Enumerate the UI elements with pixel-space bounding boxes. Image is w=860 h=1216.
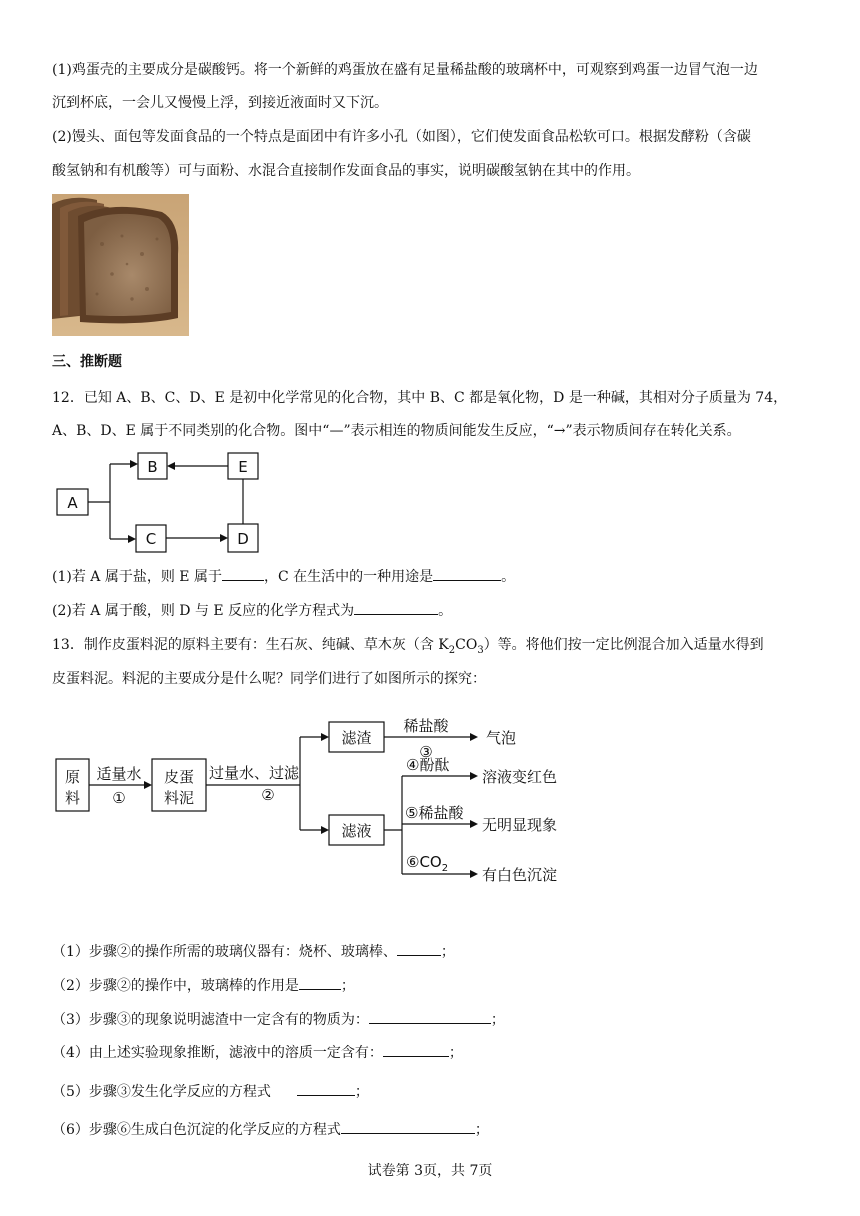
q12-sub1-text-b: ，C 在生活中的一种用途是	[263, 569, 434, 585]
q13-s3	[52, 1009, 816, 1030]
q11-part2-line2: 酸氢钠和有机酸等）可与面粉、水混合直接制作发面食品的事实，说明碳酸氢钠在其中的作用。	[52, 163, 640, 179]
mud-label-1: 皮蛋	[163, 768, 195, 786]
step2-label: 过量水、过滤	[208, 764, 300, 782]
q13-stem-text-b: ）等。将他们按一定比例混合加入适量水得到	[483, 637, 764, 653]
q12-stem-line1: 12．已知 A、B、C、D、E 是初中化学常见的化合物，其中 B、C 都是氧化物，D 是一种碱，其相对分子质量为 74，	[52, 390, 788, 406]
q12-sub1-text-c: 。	[501, 569, 516, 585]
node-a-label: A	[67, 494, 78, 512]
q13-stem-sub2: 3	[477, 644, 484, 656]
page-footer: 试卷第 3页，共 7页	[367, 1163, 493, 1179]
result4-text: 溶液变红色	[482, 768, 558, 786]
q13-blank-s6[interactable]	[341, 1119, 475, 1134]
q13-stem-line2: 皮蛋料泥。料泥的主要成分是什么呢？同学们进行了如图所示的探究：	[52, 671, 486, 687]
q13-s1-end: ；	[440, 944, 455, 960]
mud-label-2: 料泥	[163, 789, 195, 807]
raw-label-1: 原	[64, 768, 81, 786]
q13-flow-diagram	[52, 706, 572, 896]
q13-s2	[52, 975, 816, 996]
q13-s2-end: ；	[340, 978, 355, 994]
step6-label-main: ⑥CO	[406, 853, 442, 871]
q13-s5	[52, 1081, 816, 1102]
step3-num: ③	[419, 743, 433, 761]
result6-text: 有白色沉淀	[482, 866, 558, 884]
q13-s4-end: ；	[448, 1045, 463, 1061]
q13-blank-s3[interactable]	[369, 1009, 491, 1024]
q13-s4-text: （4）由上述实验现象推断，滤液中的溶质一定含有：	[52, 1045, 383, 1061]
q12-sub2-text-a: (2)若 A 属于酸，则 D 与 E 反应的化学方程式为	[52, 603, 355, 619]
step5-label: ⑤稀盐酸	[405, 804, 464, 822]
q13-blank-s5[interactable]	[297, 1081, 355, 1096]
q13-s6-text: （6）步骤⑥生成白色沉淀的化学反应的方程式	[52, 1122, 341, 1138]
q13-s1	[52, 941, 816, 962]
q11-part2-line1: (2)馒头、面包等发面食品的一个特点是面团中有许多小孔（如图），它们使发面食品松软可口。根据发酵粉（含碳	[52, 129, 751, 145]
residue-label: 滤渣	[341, 729, 372, 747]
q12-relation-diagram	[52, 448, 272, 556]
node-d-label: D	[237, 530, 249, 548]
q12-sub2	[52, 600, 816, 621]
q13-s3-text: （3）步骤③的现象说明滤渣中一定含有的物质为：	[52, 1012, 369, 1028]
q13-s5-end: ；	[354, 1084, 369, 1100]
q12-blank-e-category[interactable]	[222, 566, 264, 581]
step6-label	[406, 853, 448, 874]
q13-s1-text: （1）步骤②的操作所需的玻璃仪器有：烧杯、玻璃棒、	[52, 944, 397, 960]
section-title: 三、推断题	[52, 354, 122, 370]
raw-label-2: 料	[64, 789, 81, 807]
q12-stem-line2: A、B、D、E 属于不同类别的化合物。图中“—”表示相连的物质间能发生反应，“→”表示物质间存在转化关系。	[52, 423, 741, 439]
q12-sub2-text-b: 。	[438, 603, 453, 619]
q13-s3-end: ；	[490, 1012, 505, 1028]
step6-label-sub: 2	[441, 863, 449, 874]
q12-blank-c-use[interactable]	[433, 566, 501, 581]
q13-s5-text: （5）步骤③发生化学反应的方程式	[52, 1084, 271, 1100]
q13-stem-mid: CO	[455, 637, 478, 653]
q13-s4	[52, 1042, 816, 1063]
bread-photo	[52, 194, 189, 336]
q13-s6-end: ；	[474, 1122, 489, 1138]
step1-label: 适量水	[96, 765, 142, 783]
q13-stem-sub1: 2	[448, 644, 456, 656]
node-c-label: C	[145, 530, 157, 548]
filtrate-label: 滤液	[341, 822, 372, 840]
step2-num: ②	[261, 786, 275, 804]
q11-part1-line2: 沉到杯底，一会儿又慢慢上浮，到接近液面时又下沉。	[52, 95, 388, 111]
q13-s2-text: （2）步骤②的操作中，玻璃棒的作用是	[52, 978, 299, 994]
q11-part1-line1: (1)鸡蛋壳的主要成分是碳酸钙。将一个新鲜的鸡蛋放在盛有足量稀盐酸的玻璃杯中，可观察到鸡蛋一边冒气泡一边	[52, 62, 758, 78]
node-e-label: E	[238, 458, 248, 476]
q13-blank-s4[interactable]	[383, 1042, 449, 1057]
q12-sub1-text-a: (1)若 A 属于盐，则 E 属于	[52, 569, 222, 585]
node-b-label: B	[147, 458, 158, 476]
q13-stem-line1	[52, 635, 816, 661]
step1-num: ①	[112, 789, 126, 807]
step4-label: ④酚酞	[406, 756, 450, 774]
result3-text: 气泡	[486, 729, 517, 747]
result5-text: 无明显现象	[482, 816, 558, 834]
step3-label: 稀盐酸	[403, 717, 449, 735]
q13-s6	[52, 1119, 816, 1140]
q13-stem-text-a: 13．制作皮蛋料泥的原料主要有：生石灰、纯碱、草木灰（含 K	[52, 637, 449, 653]
q13-blank-s2[interactable]	[299, 975, 341, 990]
q13-blank-s1[interactable]	[397, 941, 441, 956]
q12-sub1	[52, 566, 816, 587]
q12-blank-equation[interactable]	[354, 600, 438, 615]
